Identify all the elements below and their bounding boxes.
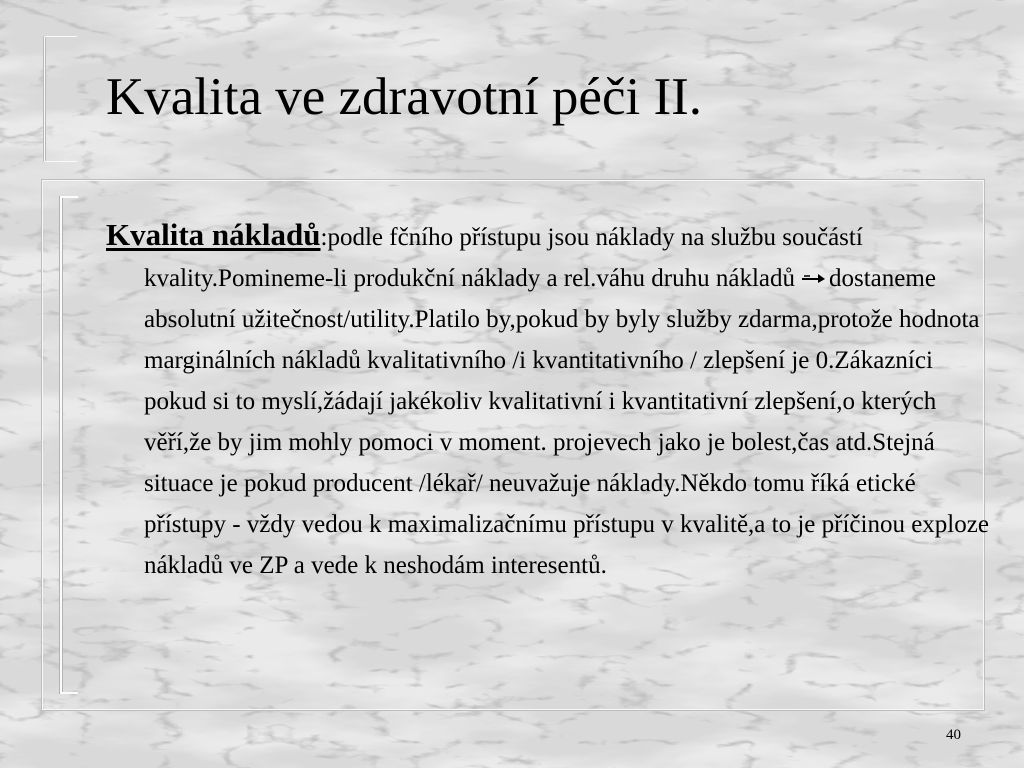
- term-heading: Kvalita nákladů: [106, 217, 321, 252]
- title-frame-bracket: [44, 36, 77, 162]
- body-paragraph: [106, 214, 992, 586]
- body-text-after-arrow: dostaneme absolutní užitečnost/utility.Platilo by,pokud by byly služby zdarma,protože hodnota marginálních nákladů kvalitativního /i kvantitativního / zlepšení je 0.Zákazníci pokud si to myslí,žádají jakékoliv kvalitativní i kvantitativní zlepšení,o kterých věří,že by jim mohly pomoci v moment. projevech jako je bolest,čas atd.Stejná situace je pokud producent /lékař/ neuvažuje náklady.Někdo tomu říká etické přístupy - vždy vedou k maximalizačnímu přístupu v kvalitě,a to je příčinou exploze nákladů ve ZP a vede k neshodám interesentů.: [144, 265, 989, 579]
- right-arrow-icon: [801, 271, 825, 285]
- body-frame-bracket: [60, 196, 78, 694]
- slide-title: Kvalita ve zdravotní péči II.: [106, 68, 702, 126]
- slide-number: 40: [946, 727, 961, 743]
- body-text-before-arrow: podle fčního přístupu jsou náklady na službu součástí kvality.Pomineme-li produkční náklady a rel.váhu druhu nákladů: [144, 224, 863, 292]
- term-colon: :: [320, 224, 328, 251]
